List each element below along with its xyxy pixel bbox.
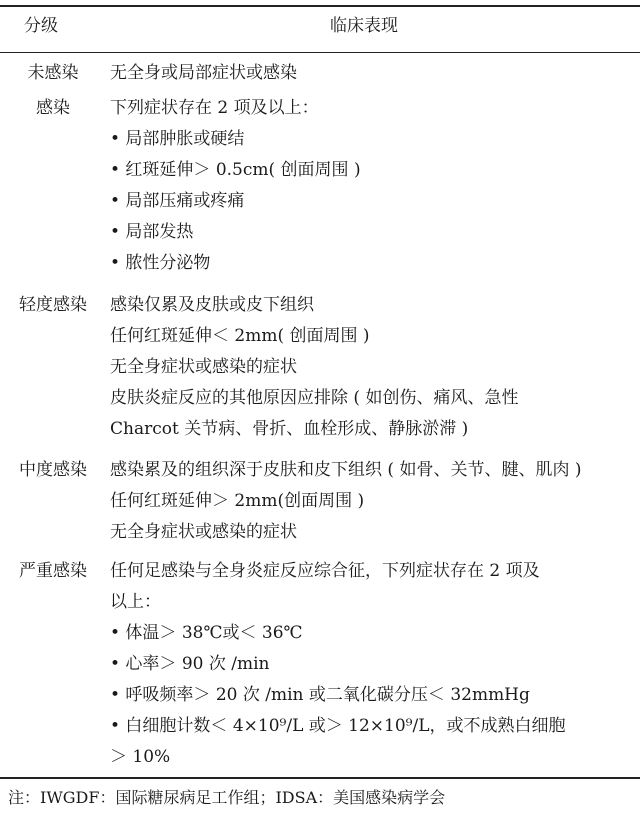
top-rule (0, 5, 640, 7)
header-rule (0, 52, 640, 53)
manifestation-line: 皮肤炎症反应的其他原因应排除 ( 如创伤、痛风、急性 (110, 388, 519, 408)
manifestation-line: • 体温＞ 38℃或＜ 36℃ (110, 623, 303, 643)
header-manifestation: 临床表现 (330, 16, 398, 36)
manifestation-cell (110, 556, 630, 773)
grade-label: 严重感染 (19, 561, 87, 581)
manifestation-line: • 白细胞计数＜ 4×10⁹/L 或＞ 12×10⁹/L，或不成熟白细胞 (110, 716, 566, 736)
grade-label: 轻度感染 (19, 295, 87, 315)
table-footnote: 注：IWGDF：国际糖尿病足工作组；IDSA：美国感染病学会 (8, 788, 446, 807)
manifestation-line: 任何足感染与全身炎症反应综合征，下列症状存在 2 项及 (110, 561, 540, 581)
manifestation-line: • 脓性分泌物 (110, 253, 211, 273)
manifestation-line: 任何红斑延伸＜ 2mm( 创面周围 ) (110, 326, 370, 346)
manifestation-line: 下列症状存在 2 项及以上： (110, 98, 319, 118)
manifestation-line: 无全身症状或感染的症状 (110, 357, 297, 377)
manifestation-line: 无全身或局部症状或感染 (110, 63, 297, 83)
manifestation-line: • 局部肿胀或硬结 (110, 129, 245, 149)
header-grade: 分级 (24, 16, 58, 36)
bottom-rule (0, 777, 640, 779)
manifestation-cell (110, 290, 630, 445)
grade-label: 感染 (36, 98, 70, 118)
manifestation-line: • 局部发热 (110, 222, 194, 242)
manifestation-line: 感染累及的组织深于皮肤和皮下组织 ( 如骨、关节、腱、肌肉 ) (110, 460, 582, 480)
manifestation-line: 以上： (110, 592, 161, 612)
manifestation-line: 任何红斑延伸＞ 2mm(创面周围 ) (110, 491, 365, 511)
manifestation-line: 无全身症状或感染的症状 (110, 522, 297, 542)
manifestation-cell (110, 93, 630, 279)
manifestation-cell (110, 58, 630, 89)
grade-label: 未感染 (27, 63, 79, 83)
manifestation-line: • 局部压痛或疼痛 (110, 191, 245, 211)
manifestation-line: • 红斑延伸＞ 0.5cm( 创面周围 ) (110, 160, 361, 180)
grade-label: 中度感染 (19, 460, 87, 480)
manifestation-line: • 心率＞ 90 次 /min (110, 654, 270, 674)
manifestation-line: • 呼吸频率＞ 20 次 /min 或二氧化碳分压＜ 32mmHg (110, 685, 530, 705)
manifestation-line: ＞ 10% (110, 747, 171, 767)
manifestation-line: Charcot 关节病、骨折、血栓形成、静脉淤滞 ) (110, 419, 469, 439)
manifestation-cell (110, 455, 630, 548)
manifestation-line: 感染仅累及皮肤或皮下组织 (110, 295, 314, 315)
